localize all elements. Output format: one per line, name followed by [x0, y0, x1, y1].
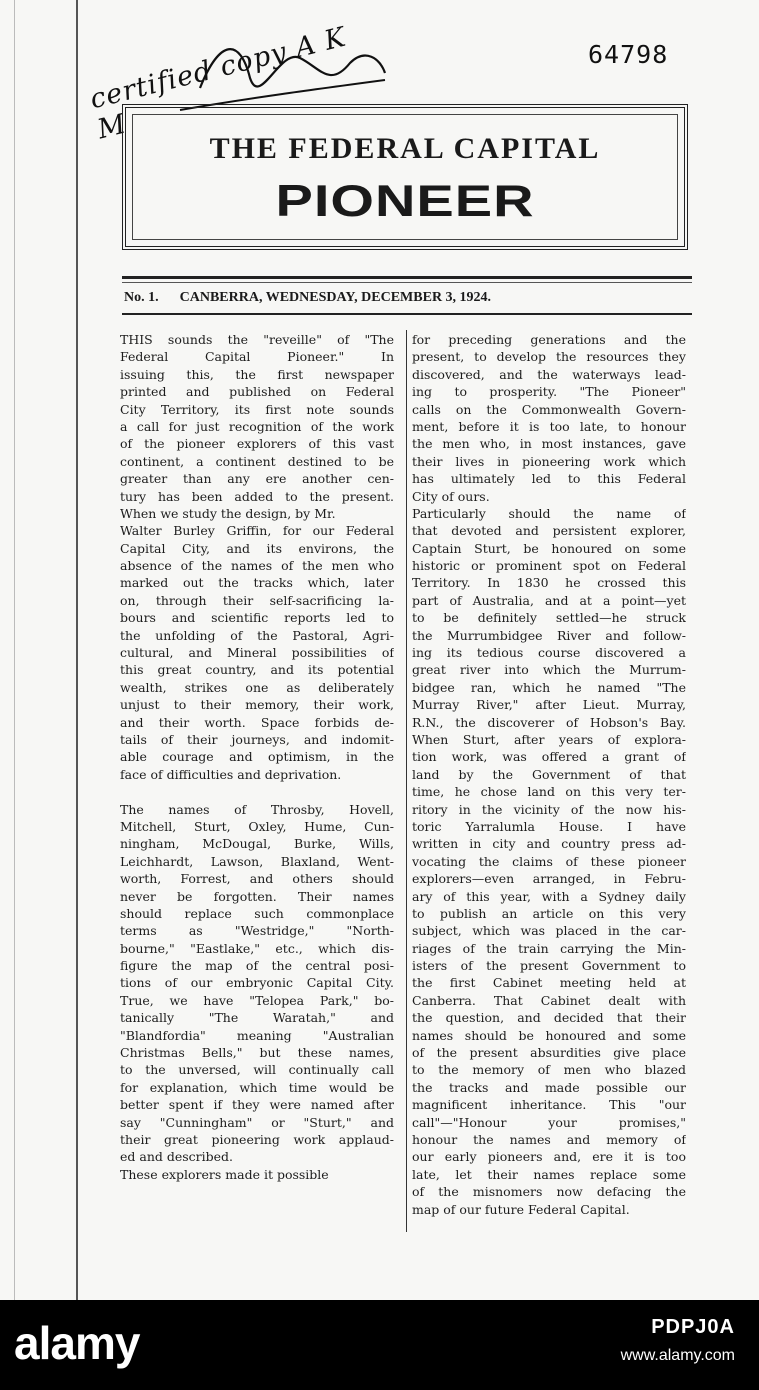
article-line: their great pioneering work applaud-	[120, 1131, 394, 1147]
article-line: Capital City, and its environs, the	[120, 540, 394, 556]
article-line: of the present absurdities give place	[412, 1045, 686, 1061]
article-line: These explorers made it possible	[120, 1166, 329, 1182]
article-line: unjust to their memory, their work,	[120, 697, 394, 713]
article-line: R.N., the discoverer of Hobson's Bay.	[412, 714, 686, 730]
article-line: on, through their self-sacrificing la-	[120, 592, 394, 608]
article-line: bidgee ran, which he named "The	[412, 679, 686, 695]
article-line: ary of this year, with a Sydney daily	[412, 888, 686, 904]
article-line: bours and scientific reports led to	[120, 610, 394, 626]
issue-number: No. 1.	[124, 290, 159, 305]
article-line: magnificent inheritance. This "our	[412, 1097, 686, 1113]
article-line: discovered, and the waterways lead-	[412, 366, 686, 382]
masthead-title: PIONEER	[275, 175, 535, 226]
image-code: PDPJ0A	[651, 1316, 735, 1338]
dateline	[124, 290, 690, 306]
article-line: When Sturt, after years of explora-	[412, 731, 686, 747]
article-line: Territory. In 1830 he crossed this	[412, 575, 686, 591]
article-line: to the memory of men who blazed	[412, 1062, 686, 1078]
article-line: worth, Forrest, and others should	[120, 871, 394, 887]
article-line: the first Cabinet meeting held at	[412, 975, 686, 991]
article-line: bourne," "Eastlake," etc., which dis-	[120, 940, 394, 956]
header-rule-thin	[122, 282, 692, 283]
article-line: better spent if they were named after	[120, 1097, 394, 1113]
article-line: absence of the names of the men who	[120, 558, 394, 574]
article-line: Walter Burley Griffin, for our Federal	[120, 523, 394, 539]
dateline-rule	[122, 313, 692, 315]
article-line: to be definitely settled—he struck	[412, 610, 686, 626]
masthead	[122, 104, 688, 250]
article-line: this great country, and its potential	[120, 662, 394, 678]
article-line: of the pioneer explorers of this vast	[120, 436, 394, 452]
article-line: cultural, and Mineral possibilities of	[120, 645, 394, 661]
article-line: late, let their names replace some	[412, 1166, 686, 1182]
article-line: present, to develop the resources they	[412, 349, 686, 365]
article-line: face of difficulties and deprivation.	[120, 766, 342, 782]
column-divider	[406, 330, 407, 1232]
article-line: their lives in pioneering work which	[412, 453, 686, 469]
article-line: City Territory, its first note sounds	[120, 401, 394, 417]
article-line: names should be honoured and some	[412, 1027, 686, 1043]
article-line: ningham, McDougal, Burke, Wills,	[120, 836, 394, 852]
article-line: should replace such commonplace	[120, 905, 394, 921]
article-line: time, he chose land on this very ter-	[412, 784, 686, 800]
image-info	[621, 1316, 735, 1365]
page-edge-line	[14, 0, 15, 1300]
article-line: subject, which was placed in the car-	[412, 923, 686, 939]
article-line: issuing this, the first newspaper	[120, 366, 394, 382]
article-line: land by the Government of that	[412, 766, 686, 782]
article-line: Particularly should the name of	[412, 505, 686, 521]
article-line: Murray River," after Lieut. Murray,	[412, 697, 686, 713]
article-line: the question, and decided that their	[412, 1010, 686, 1026]
article-line: ed and described.	[120, 1149, 234, 1165]
handwritten-note: certified copy A K M	[86, 21, 350, 146]
place-date: CANBERRA, WEDNESDAY, DECEMBER 3, 1924.	[179, 290, 492, 305]
article-line: tanically "The Waratah," and	[120, 1010, 394, 1026]
article-line: City of ours.	[412, 488, 490, 504]
article-line: the Murrumbidgee River and follow-	[412, 627, 686, 643]
article-line: True, we have "Telopea Park," bo-	[120, 992, 394, 1008]
article-line: great river into which the Murrum-	[412, 662, 686, 678]
article-line: Christmas Bells," but these names,	[120, 1045, 394, 1061]
alamy-logo: alamy	[14, 1317, 140, 1369]
article-line: that devoted and persistent explorer,	[412, 523, 686, 539]
article-line: honour the names and memory of	[412, 1131, 686, 1147]
article-line: figure the map of the central posi-	[120, 958, 394, 974]
article-line: to the unversed, will continually call	[120, 1062, 394, 1078]
article-line: for preceding generations and the	[412, 332, 686, 347]
article-line: written in city and country press ad-	[412, 836, 686, 852]
header-rule	[122, 276, 692, 279]
article-line: able courage and optimism, in the	[120, 749, 394, 765]
article-line: to publish an article on this very	[412, 905, 686, 921]
watermark-footer	[0, 1300, 759, 1390]
article-line: ritory in the vicinity of the now his-	[412, 801, 686, 817]
article-line: tion work, was offered a grant of	[412, 749, 686, 765]
article-line: Leichhardt, Lawson, Blaxland, Went-	[120, 853, 394, 869]
article-line: ing to prosperity. "The Pioneer"	[412, 384, 686, 400]
article-line: Federal Capital Pioneer." In	[120, 349, 394, 365]
article-line: Captain Sturt, be honoured on some	[412, 540, 686, 556]
article-line: historic or prominent spot on Federal	[412, 558, 686, 574]
article-line: greater than any ere another cen-	[120, 471, 394, 487]
article-line: the men who, in most instances, gave	[412, 436, 686, 452]
article-line: call"—"Honour your promises,"	[412, 1114, 686, 1130]
article-line: marked out the tracks which, later	[120, 575, 394, 591]
article-line: riages of the train carrying the Min-	[412, 940, 686, 956]
article-line: say "Cunningham" or "Sturt," and	[120, 1114, 394, 1130]
article-line: explorers—even arranged, in Febru-	[412, 871, 686, 887]
article-line: and their worth. Space forbids de-	[120, 714, 394, 730]
article-line: tury has been added to the present.	[120, 488, 394, 504]
article-line	[120, 783, 394, 800]
article-line: continent, a continent destined to be	[120, 453, 394, 469]
article-line: of the misnomers now defacing the	[412, 1184, 686, 1200]
article-line: tions of our embryonic Capital City.	[120, 975, 394, 991]
article-line: When we study the design, by Mr.	[120, 505, 336, 521]
article-line: never be forgotten. Their names	[120, 888, 394, 904]
serial-number: 64798	[588, 40, 669, 69]
article-line: THIS sounds the "reveille" of "The	[120, 332, 394, 347]
article-line: toric Yarralumla House. I have	[412, 818, 686, 834]
article-line: for explanation, which time would be	[120, 1079, 394, 1095]
article-line: wealth, strikes one as deliberately	[120, 679, 394, 695]
article-line: part of Australia, and at a point—yet	[412, 592, 686, 608]
article-line: terms as "Westridge," "North-	[120, 923, 394, 939]
article-line: The names of Throsby, Hovell,	[120, 801, 394, 817]
article-column-right	[412, 331, 686, 1218]
article-line: "Blandfordia" meaning "Australian	[120, 1027, 394, 1043]
article-line: Canberra. That Cabinet dealt with	[412, 992, 686, 1008]
article-line: our early pioneers and, ere it is too	[412, 1149, 686, 1165]
article-line: tails of their journeys, and indomit-	[120, 731, 394, 747]
article-line: has ultimately led to this Federal	[412, 471, 686, 487]
article-line: printed and published on Federal	[120, 384, 394, 400]
article-line: the tracks and made possible our	[412, 1079, 686, 1095]
article-line: vocating the claims of these pioneer	[412, 853, 686, 869]
article-line: a call for just recognition of the work	[120, 418, 394, 434]
article-line: Mitchell, Sturt, Oxley, Hume, Cun-	[120, 818, 394, 834]
masthead-subtitle: THE FEDERAL CAPITAL	[209, 132, 601, 165]
article-line: calls on the Commonwealth Govern-	[412, 401, 686, 417]
article-line: the unfolding of the Pastoral, Agri-	[120, 627, 394, 643]
margin-rule	[76, 0, 78, 1300]
article-line: map of our future Federal Capital.	[412, 1201, 630, 1217]
site-url: www.alamy.com	[620, 1347, 735, 1364]
article-line: ment, before it is too late, to honour	[412, 418, 686, 434]
article-column-left	[120, 331, 394, 1183]
article-line: isters of the present Government to	[412, 958, 686, 974]
article-line: ing its tedious course discovered a	[412, 645, 686, 661]
